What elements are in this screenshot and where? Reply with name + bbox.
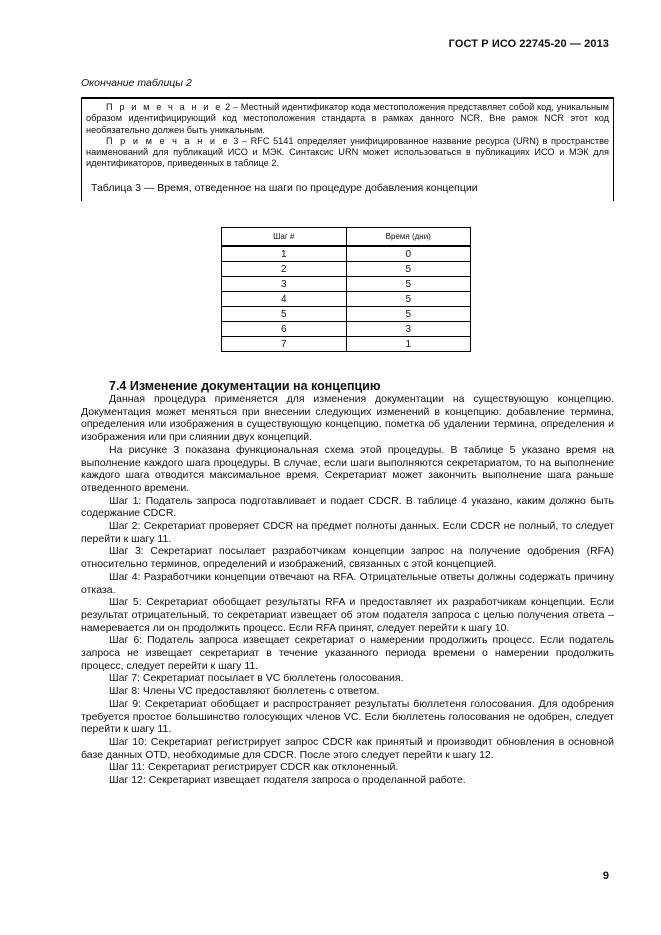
note-label: П р и м е ч а н и е <box>106 135 230 146</box>
table-row <box>222 322 471 337</box>
time-cell: 5 <box>346 277 471 292</box>
document-header: ГОСТ Р ИСО 22745-20 — 2013 <box>448 38 609 50</box>
step-5: Шаг 5: Секретариат обобщает результаты RFA и предоставляет их разработчикам концепции. Если результат отрицательный, то секретариат извещает об этом подателя запроса с целью получения ответа – намеревается ли он продолжить процесс. Если RFA принят, следует перейти к шагу 10. <box>81 596 614 634</box>
step-1: Шаг 1: Податель запроса подготавливает и подает CDCR. В таблице 4 указано, каким должно быть содержание CDCR. <box>81 494 614 520</box>
time-cell: 5 <box>346 262 471 277</box>
table-row <box>222 277 471 292</box>
time-cell: 5 <box>346 292 471 307</box>
paragraph: Данная процедура применяется для изменения документации на существующую концепцию. Документация может меняться при внесении следующих изменений в концепцию: добавление термина, определения или изображения в существующую концепцию, пометка об удалении термина, определения и изображения или при слиянии двух концепций. <box>81 393 614 444</box>
table-header-row <box>222 228 471 247</box>
table-row <box>222 337 471 352</box>
note-3 <box>86 136 609 170</box>
step-8: Шаг 8: Члены VC предоставляют бюллетень с ответом. <box>109 685 380 698</box>
step-4: Шаг 4: Разработчики концепции отвечают на RFA. Отрицательные ответы должны содержать причину отказа. <box>81 570 614 596</box>
table-row <box>222 246 471 262</box>
step-cell: 5 <box>222 307 347 322</box>
step-7: Шаг 7: Секретариат посылает в VC бюллетень голосования. <box>109 672 404 685</box>
step-cell: 7 <box>222 337 347 352</box>
paragraph: На рисунке 3 показана функциональная схема этой процедуры. В таблице 5 указано время на выполнение каждого шага процедуры. В случае, если шаги выполняются секретариатом, то на выполнение каждого шага отводится максимальное время. Секретариат может закончить выполнение шага раньше отведенного времени. <box>81 443 614 494</box>
table-row <box>222 292 471 307</box>
step-cell: 3 <box>222 277 347 292</box>
note-2 <box>86 102 609 136</box>
step-6: Шаг 6: Податель запроса извещает секретариат о намерении продолжить процесс. Если податель запроса не извещает секретариат в течение указанного периода времени о намерении продолжить процесс, следует перейти к шагу 11. <box>81 634 614 672</box>
table-row <box>222 307 471 322</box>
table-row <box>222 262 471 277</box>
step-2: Шаг 2: Секретариат проверяет CDCR на предмет полноты данных. Если CDCR не полный, то следует перейти к шагу 11. <box>81 520 614 545</box>
page-number: 9 <box>602 870 609 882</box>
header-time: Время (дни) <box>346 228 471 247</box>
table-continuation-caption: Окончание таблицы 2 <box>81 77 192 89</box>
step-11: Шаг 11: Секретариат регистрирует CDCR как отклоненный. <box>109 761 399 774</box>
step-cell: 6 <box>222 322 347 337</box>
step-cell: 4 <box>222 292 347 307</box>
note-text: 2 – Местный идентификатор кода местоположения представляет собой код, уникальным образом идентифицирующий код местоположения стандарта в рамках данного NCR. Вне рамок NCR этот код необязательно должен быть уникальным. <box>86 102 609 135</box>
note-label: П р и м е ч а н и е <box>106 102 223 112</box>
step-9: Шаг 9: Секретариат обобщает и распространяет результаты бюллетеня голосования. Для одобрения требуется простое большинство голосующих членов VC. Если бюллетень голосования не одобрен, следует перейти к шагу 11. <box>81 697 614 736</box>
section-body <box>81 393 614 787</box>
note-text: 3 – RFC 5141 определяет унифицированное название ресурса (URN) в пространстве наименований для публикаций ИСО и МЭК. Синтаксис URN может использоваться в публикациях ИСО и МЭК для идентификаторов, приведенных в таблице 2. <box>86 135 609 169</box>
step-cell: 2 <box>222 262 347 277</box>
time-cell: 3 <box>346 322 471 337</box>
step-3: Шаг 3: Секретариат посылает разработчикам концепции запрос на получение одобрения (RFA) относительно терминов, определений и изображений, связанных с этой концепцией. <box>81 545 614 571</box>
table3 <box>221 227 471 352</box>
step-10: Шаг 10: Секретариат регистрирует запрос CDCR как принятый и производит обновления в основной базе данных OTD, необходимые для CDCR. После этого следует перейти к шагу 12. <box>81 735 614 761</box>
step-12: Шаг 12: Секретариат извещает подателя запроса о проделанной работе. <box>109 774 466 787</box>
section-title: 7.4 Изменение документации на концепцию <box>109 379 381 393</box>
step-cell: 1 <box>222 246 347 262</box>
time-cell: 5 <box>346 307 471 322</box>
time-cell: 1 <box>346 337 471 352</box>
header-step: Шаг # <box>222 228 347 247</box>
time-cell: 0 <box>346 246 471 262</box>
table3-caption: Таблица 3 — Время, отведенное на шаги по процедуре добавления концепции <box>91 182 478 194</box>
